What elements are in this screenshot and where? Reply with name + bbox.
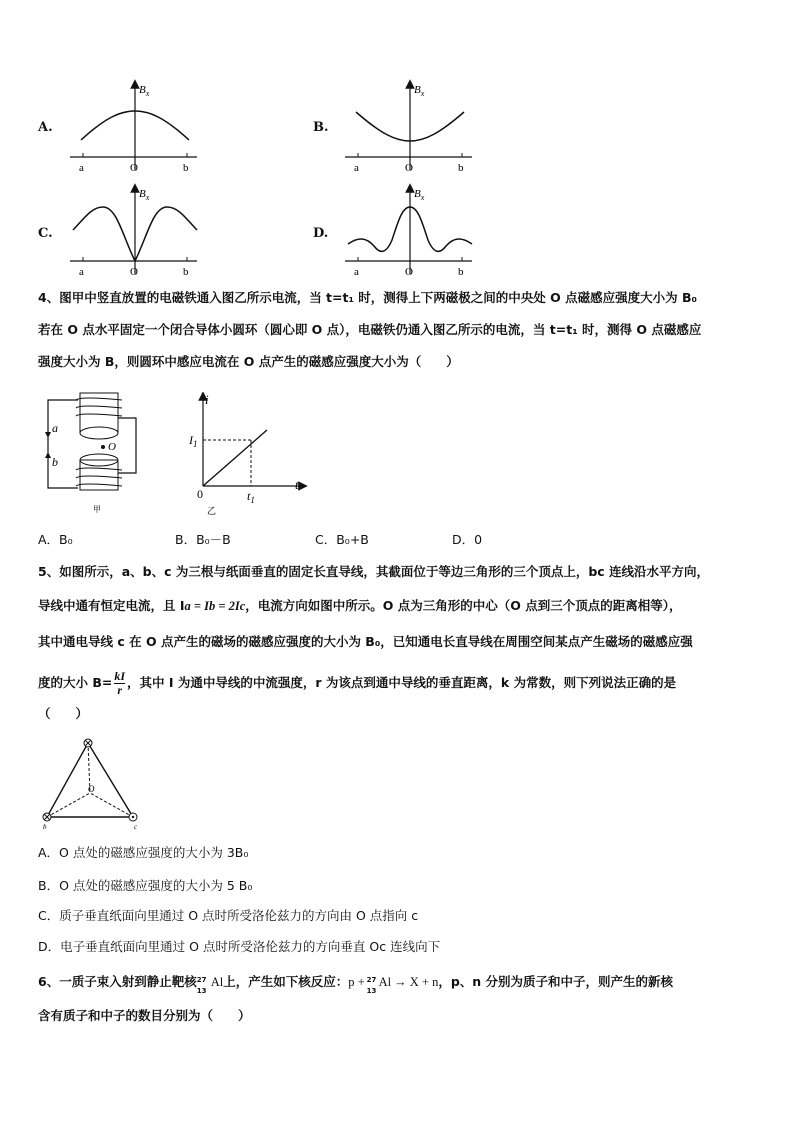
bx-label: $B_x$ <box>139 84 150 98</box>
svg-text:Bx: $B_x$ <box>414 84 425 98</box>
q4-line1: 4、图甲中竖直放置的电磁铁通入图乙所示电流，当 t=t₁ 时，测得上下两磁极之间的中央处 O 点磁感应强度大小为 B₀ <box>38 290 697 305</box>
svg-text:b: b <box>458 266 464 278</box>
svg-text:b: b <box>43 823 47 831</box>
option-d-label: D. <box>313 226 329 241</box>
q5-line1: 5、如图所示，a、b、c 为三根与纸面垂直的固定长直导线，其截面位于等边三角形的三个顶点上，bc 连线沿水平方向， <box>38 564 710 579</box>
graph-d <box>340 182 480 280</box>
svg-text:b: b <box>52 455 58 469</box>
svg-text:I1: $I_1$ <box>189 433 198 449</box>
option-a-label: A. <box>38 120 53 135</box>
q5-line2: 导线中通有恒定电流，且 Ia = Ib = 2Ic，电流方向如图中所示。O 点为三角形的中心（O 点到三个顶点的距离相等）， <box>38 598 682 613</box>
svg-text:t: t <box>295 477 299 492</box>
q4-choice-c[interactable]: C．B₀+B <box>315 532 369 547</box>
graph-c <box>65 182 205 280</box>
q6-line1: 6、一质子束入射到静止靶核 27 13 Al上，产生如下核反应：p + 27 13 Al → X + n，p、n 分别为质子和中子，则产生的新核 <box>38 974 674 995</box>
tick-b: b <box>183 162 189 174</box>
tick-a: a <box>79 162 84 174</box>
svg-text:O: O <box>405 162 413 174</box>
svg-text:O: O <box>405 266 413 278</box>
q6-line2: 含有质子和中子的数目分别为（ ） <box>38 1008 251 1023</box>
current-line <box>203 430 267 486</box>
q4-line3: 强度大小为 B，则圆环中感应电流在 O 点产生的磁感应强度大小为（ ） <box>38 354 459 369</box>
graph-b <box>340 78 480 176</box>
q4-line2: 若在 O 点水平固定一个闭合导体小圆环（圆心即 O 点），电磁铁仍通入图乙所示的电流，当 t=t₁ 时，测得 O 点磁感应 <box>38 322 702 337</box>
svg-text:t1: $t_1$ <box>247 489 255 505</box>
svg-text:O: O <box>108 441 116 453</box>
q4-choice-d[interactable]: D．0 <box>452 532 483 547</box>
q4-choice-b[interactable]: B．B₀－B <box>175 532 231 547</box>
svg-text:Bx: $B_x$ <box>139 188 150 202</box>
option-b-label: B. <box>313 120 329 135</box>
option-c-label: C. <box>38 226 53 241</box>
svg-text:0: 0 <box>197 487 203 501</box>
q5-line3: 其中通电导线 c 在 O 点产生的磁场的磁感应强度的大小为 B₀，已知通电长直导线在周围空间某点产生磁场的磁感应强 <box>38 634 693 649</box>
graph-a <box>65 78 205 176</box>
figure-triangle <box>38 735 144 831</box>
svg-text:b: b <box>183 266 189 278</box>
q5-option-c[interactable]: C．质子垂直纸面向里通过 O 点时所受洛伦兹力的方向由 O 点指向 c <box>38 908 419 923</box>
q4-choice-a[interactable]: A．B₀ <box>38 532 73 547</box>
svg-text:a: a <box>354 162 359 174</box>
q5-paren: （ ） <box>38 706 89 721</box>
svg-text:i: i <box>205 392 209 407</box>
svg-text:Bx: $B_x$ <box>414 188 425 202</box>
q5-option-b[interactable]: B．O 点处的磁感应强度的大小为 5 B₀ <box>38 878 253 893</box>
svg-text:c: c <box>134 823 138 831</box>
svg-text:O: O <box>88 784 95 794</box>
tick-o: O <box>130 162 138 174</box>
svg-text:a: a <box>354 266 359 278</box>
svg-text:甲: 甲 <box>93 505 101 514</box>
q5-option-a[interactable]: A．O 点处的磁感应强度的大小为 3B₀ <box>38 845 249 860</box>
svg-text:b: b <box>458 162 464 174</box>
q5-option-d[interactable]: D．电子垂直纸面向里通过 O 点时所受洛伦兹力的方向垂直 Oc 连线向下 <box>38 939 441 954</box>
svg-text:a: a <box>79 266 84 278</box>
formula-fraction: $\frac{kI}{r}$ <box>114 669 126 697</box>
svg-text:乙: 乙 <box>207 506 217 516</box>
q5-line4: 度的大小 B= $\frac{kI}{r}$ ，其中 I 为通中导线的中流强度，r 为该点到通中导线的垂直距离，k 为常数，则下列说法正确的是 <box>38 669 677 697</box>
figure-jia-electromagnet <box>38 388 148 516</box>
svg-text:a: a <box>52 421 58 435</box>
svg-text:O: O <box>130 266 138 278</box>
figure-yi-current-graph <box>185 392 310 518</box>
